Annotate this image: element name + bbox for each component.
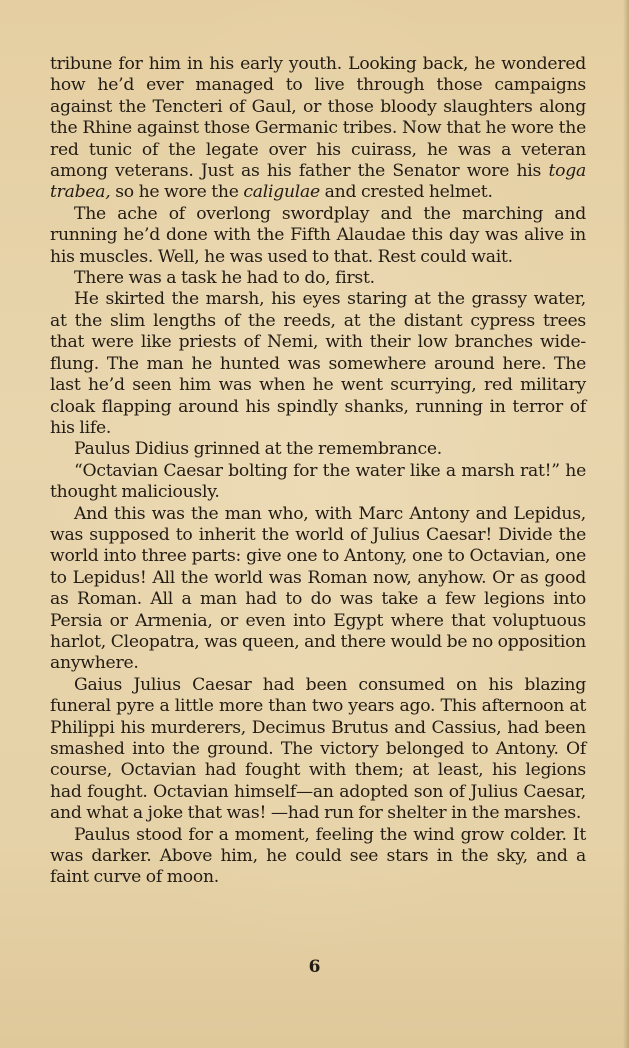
page-edge-shadow [623, 0, 629, 1048]
paragraph-6 [50, 461, 586, 504]
paragraph-4 [50, 289, 586, 439]
paragraph-2 [50, 204, 586, 268]
paragraph-8 [50, 675, 586, 825]
paragraph-1-italic-caligulae: caligulae [243, 182, 320, 203]
page-number: 6 [308, 957, 321, 977]
paragraph-8-text: Gaius Julius Caesar had been consumed on his blazing funeral pyre a little more than two years ago. This afternoon at Philippi his murderers, Decimus Brutus and Cassius, had been smashed into the ground. The victory belonged to Antony. Of course, Octavian had fought with them; at least, his legions had fought. Octavian himself—an adopted son of Julius Caesar, and what a joke that was! —had run for shelter in the marshes. [50, 674, 586, 824]
paragraph-3 [50, 268, 586, 289]
paragraph-7 [50, 504, 586, 675]
paragraph-9 [50, 825, 586, 889]
paragraph-2-text: The ache of overlong swordplay and the marching and running he’d done with the Fifth Alaudae this day was alive in his muscles. Well, he was used to that. Rest could wait. [50, 203, 586, 267]
paragraph-1-text-3: and crested helmet. [319, 182, 493, 203]
paragraph-5 [50, 439, 586, 460]
paragraph-9-text: Paulus stood for a moment, feeling the wind grow colder. It was darker. Above him, he could see stars in the sky, and a faint curve of moon. [50, 824, 586, 888]
paragraph-1 [50, 54, 586, 204]
paragraph-1-text-2: so he wore the [110, 182, 244, 203]
paragraph-5-text: Paulus Didius grinned at the remembrance. [74, 439, 443, 460]
paragraph-1-italic-toga: toga trabea, [50, 161, 586, 203]
paragraph-3-text: There was a task he had to do, first. [74, 268, 375, 289]
paragraph-6-text: “Octavian Caesar bolting for the water like a marsh rat!” he thought maliciously. [50, 460, 586, 503]
paragraph-1-text: tribune for him in his early youth. Looking back, he wondered how he’d ever managed to live through those campaigns against the Tencteri of Gaul, or those bloody slaughters along the Rhine against those Germanic tribes. Now that he wore the red tunic of the legate over his cuirass, he was a veteran among veterans. Just as his father the Senator wore his [50, 54, 586, 182]
paragraph-4-text: He skirted the marsh, his eyes staring at the grassy water, at the slim lengths of the reeds, at the distant cypress trees that were like priests of Nemi, with their low branches wide-flung. The man he hunted was somewhere around here. The last he’d seen him was when he went scurrying, red military cloak flapping around his spindly shanks, running in terror of his life. [50, 289, 586, 438]
paragraph-7-text: And this was the man who, with Marc Antony and Lepidus, was supposed to inherit the world of Julius Caesar! Divide the world into three parts: give one to Antony, one to Octavian, one to Lepidus! All the world was Roman now, anyhow. Or as good as Roman. All a man had to do was take a few legions into Persia or Armenia, or even into Egypt where that voluptuous harlot, Cleopatra, was queen, and there would be no opposition anywhere. [50, 503, 586, 674]
body-text [50, 54, 586, 889]
